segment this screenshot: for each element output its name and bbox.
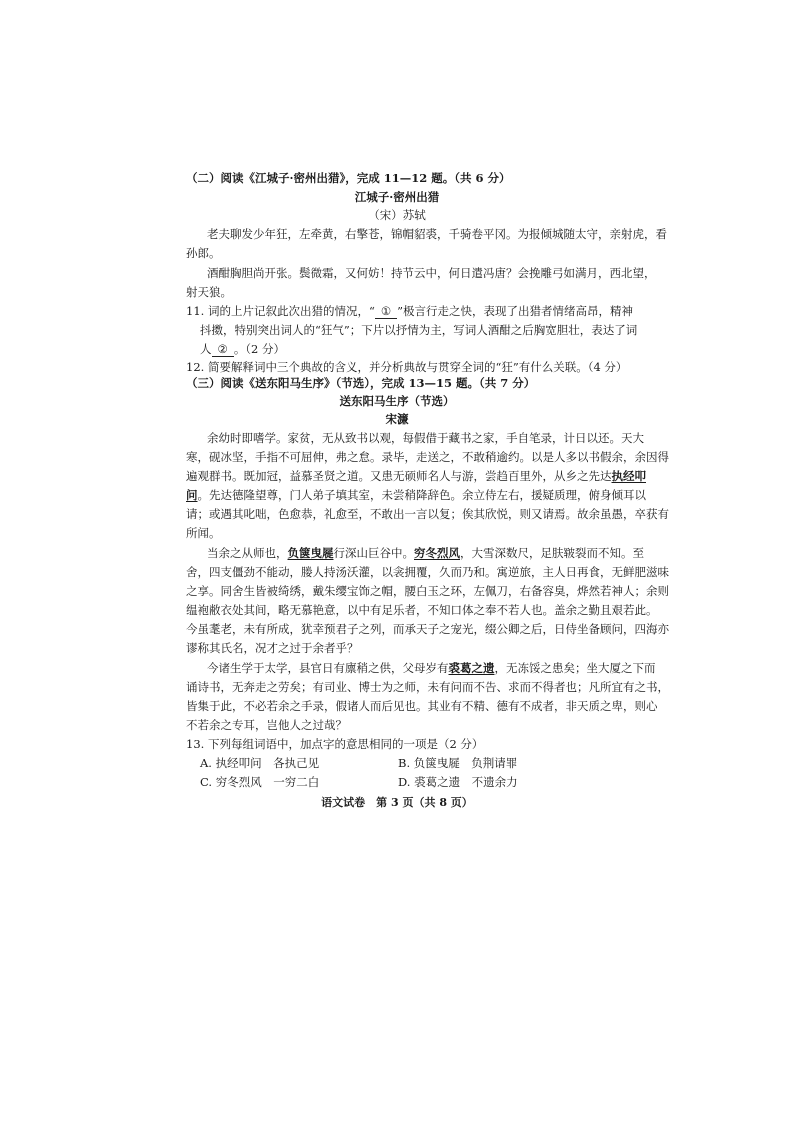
question-11-line3 — [200, 342, 285, 357]
poem-title: 江城子·密州出猎 — [354, 190, 440, 204]
prose-p1-line5: 请；或遇其叱咄，色愈恭，礼愈至，不敢出一言以复；俟其欣悦，则又请焉。故余虽愚，卒获有 — [186, 507, 669, 521]
prose-p2-line1 — [207, 546, 644, 560]
poem-p2-line1: 酒酣胸胆尚开张。鬓微霜，又何妨！持节云中，何日遣冯唐？会挽雕弓如满月，西北望， — [207, 266, 656, 280]
prose-p1-line6: 所闻。 — [186, 526, 221, 540]
prose-p2-line3: 之享。同舍生皆被绮绣，戴朱缨宝饰之帽，腰白玉之环，左佩刀，右备容臭，烨然若神人；余则 — [186, 584, 669, 598]
prose-p3-line1 — [207, 661, 656, 675]
p2-l1-text-b: 行深山巨谷中。 — [333, 546, 414, 560]
prose-p3-line4: 不若余之专耳，岂他人之过哉？ — [186, 718, 347, 732]
prose-p2-line2: 舍，四支僵劲不能动，媵人持汤沃灌，以衾拥覆，久而乃和。寓逆旅，主人日再食，无鲜肥滋味 — [186, 565, 669, 579]
poem-p1-line1: 老夫聊发少年狂，左牵黄，右擎苍，锦帽貂裘，千骑卷平冈。为报倾城随太守，亲射虎，看 — [207, 227, 667, 241]
p1-l4-text: 。先达德隆望尊，门人弟子填其室，未尝稍降辞色。余立侍左右，援疑质理，俯身倾耳以 — [197, 488, 646, 502]
prose-p1-line2: 寒，砚冰坚，手指不可屈伸，弗之怠。录毕，走送之，不敢稍逾约。以是人多以书假余，余因得 — [186, 450, 669, 464]
prose-title: 送东阳马生序（节选） — [339, 394, 455, 408]
prose-p2-line5: 今虽耄老，未有所成，犹幸预君子之列，而承天子之宠光，缀公卿之后，日侍坐备顾问，四海亦 — [186, 622, 669, 636]
poem-p1-line2: 孙郎。 — [186, 246, 221, 260]
prose-p3-line3: 皆集于此，不必若余之手录，假诸人而后见也。其业有不精、德有不成者，非天质之卑，则心 — [186, 699, 658, 713]
p3-l1-text-a: 今诸生学于太学，县官日有廪稍之供，父母岁有 — [207, 661, 449, 675]
p2-l1-text-c: ，大雪深数尺，足肤皲裂而不知。至 — [460, 546, 644, 560]
prose-p1-line1: 余幼时即嗜学。家贫，无从致书以观，每假借于藏书之家，手自笔录，计日以还。天大 — [207, 431, 644, 445]
p2-l1-text-a: 当余之从师也， — [207, 546, 288, 560]
page-footer: 语文试卷 第 3 页（共 8 页） — [321, 796, 473, 809]
q11-text-d: 。（2 分） — [233, 342, 286, 356]
prose-p3-line2: 诵诗书，无奔走之劳矣；有司业、博士为之师，未有问而不告、求而不得者也；凡所宜有之书， — [186, 680, 669, 694]
q11-text-a: 11. 词的上片记叙此次出猎的情况，“ — [186, 304, 375, 318]
poem-p2-line2: 射天狼。 — [186, 285, 232, 299]
q11-text-c: 人 — [200, 342, 212, 356]
section2-header: （二）阅读《江城子·密州出猎》，完成 11—12 题。（共 6 分） — [186, 171, 511, 185]
option-c: C. 穷冬烈风 一穷二白 — [200, 775, 320, 789]
poem-author: （宋）苏轼 — [368, 208, 426, 222]
p1-l3-text: 遍观群书。既加冠，益慕圣贤之道。又患无硕师名人与游，尝趋百里外，从乡之先达 — [186, 469, 612, 483]
question-11-line2: 抖擞，特别突出词人的“狂气”；下片以抒情为主，写词人酒酣之后胸宽胆壮，表达了词 — [200, 323, 638, 337]
prose-p2-line6: 谬称其氏名，况才之过于余者乎？ — [186, 641, 359, 655]
question-12: 12. 简要解释词中三个典故的含义，并分析典故与贯穿全词的“狂”有什么关联。（4 分） — [186, 360, 628, 374]
question-13: 13. 下列每组词语中，加点字的意思相同的一项是（2 分） — [186, 737, 484, 751]
section3-header: （三）阅读《送东阳马生序》（节选），完成 13—15 题。（共 7 分） — [186, 376, 536, 390]
underlined-fuqieyexi: 负箧曳屣 — [287, 546, 334, 560]
prose-p2-line4: 缊袍敝衣处其间，略无慕艳意，以中有足乐者，不知口体之奉不若人也。盖余之勤且艰若此。 — [186, 603, 658, 617]
prose-p1-line3 — [186, 469, 646, 483]
underlined-qiongdonglief: 穷冬烈风 — [414, 546, 460, 560]
question-11-line1 — [186, 304, 633, 319]
underlined-zhijingkouwen-a: 执经叩 — [611, 469, 646, 483]
option-a: A. 执经叩问 各执己见 — [200, 756, 320, 770]
underlined-zhijingkouwen-b: 问 — [186, 488, 198, 502]
q11-text-b: ”极言行走之快，表现了出猎者情绪高昂，精神 — [397, 304, 634, 318]
q11-blank-2: ② — [212, 342, 234, 357]
underlined-qiugezhiwei: 裘葛之遗 — [448, 661, 495, 675]
p3-l1-text-b: ，无冻馁之患矣；坐大厦之下而 — [494, 661, 656, 675]
q11-blank-1: ① — [375, 304, 397, 319]
option-d: D. 裘葛之遗 不遗余力 — [398, 775, 518, 789]
prose-p1-line4 — [186, 488, 646, 502]
prose-author: 宋濂 — [385, 412, 409, 426]
option-b: B. 负箧曳屣 负荆请罪 — [398, 756, 518, 770]
